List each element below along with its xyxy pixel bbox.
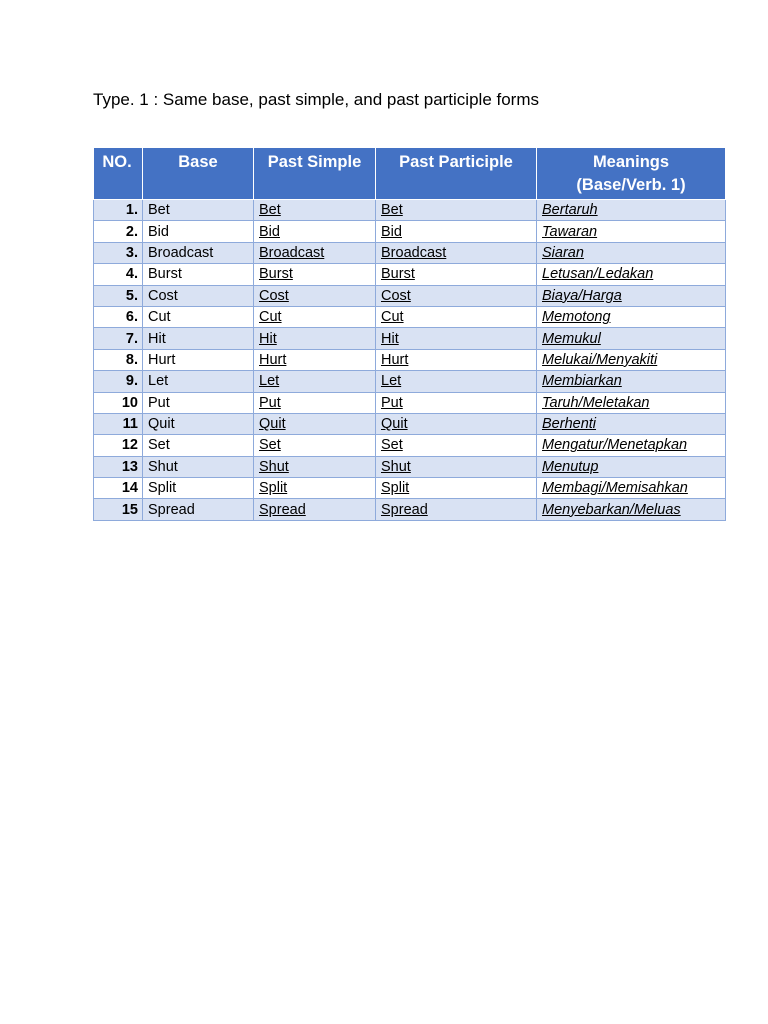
cell-past-participle-text: Hit [381, 330, 399, 347]
cell-past-simple [254, 264, 376, 285]
cell-past-participle-text: Let [381, 373, 402, 390]
cell-past-simple [254, 306, 376, 327]
cell-past-simple [254, 200, 376, 221]
cell-past-participle-text: Broadcast [381, 244, 447, 261]
table-row [94, 413, 726, 434]
cell-base: Cut [143, 306, 254, 327]
cell-no: 11 [94, 413, 143, 434]
table-row [94, 371, 726, 392]
cell-meaning-text: Menyebarkan/Meluas [542, 501, 681, 518]
cell-base: Bet [143, 200, 254, 221]
header-past-participle: Past Participle [376, 148, 537, 200]
table-row [94, 328, 726, 349]
cell-past-simple [254, 242, 376, 263]
cell-past-participle-text: Put [381, 394, 403, 411]
cell-past-simple-text: Hurt [259, 351, 287, 368]
table-row [94, 349, 726, 370]
header-base: Base [143, 148, 254, 200]
cell-past-participle-text: Cost [381, 287, 411, 304]
cell-past-simple-text: Hit [259, 330, 277, 347]
cell-past-simple-text: Put [259, 394, 281, 411]
cell-past-participle [376, 456, 537, 477]
table-row [94, 499, 726, 520]
table-row [94, 285, 726, 306]
table-header [94, 148, 726, 200]
cell-base: Hurt [143, 349, 254, 370]
cell-no: 14 [94, 478, 143, 499]
header-row [94, 148, 726, 200]
cell-past-participle [376, 285, 537, 306]
cell-past-participle [376, 371, 537, 392]
cell-past-simple-text: Cost [259, 287, 289, 304]
cell-meaning [537, 221, 726, 242]
cell-past-simple-text: Broadcast [259, 244, 325, 261]
table-row [94, 221, 726, 242]
cell-meaning [537, 328, 726, 349]
cell-past-participle [376, 221, 537, 242]
cell-past-participle [376, 392, 537, 413]
cell-no: 3. [94, 242, 143, 263]
cell-meaning [537, 200, 726, 221]
cell-base: Let [143, 371, 254, 392]
table-row [94, 456, 726, 477]
cell-past-simple [254, 435, 376, 456]
cell-past-participle-text: Bid [381, 223, 402, 240]
cell-past-simple-text: Let [259, 373, 280, 390]
table-row [94, 392, 726, 413]
cell-base: Bid [143, 221, 254, 242]
cell-meaning [537, 435, 726, 456]
header-past-simple: Past Simple [254, 148, 376, 200]
cell-past-simple-text: Spread [259, 501, 306, 518]
cell-no: 7. [94, 328, 143, 349]
cell-past-simple [254, 499, 376, 520]
cell-past-participle [376, 349, 537, 370]
cell-no: 4. [94, 264, 143, 285]
table-row [94, 242, 726, 263]
cell-past-simple-text: Set [259, 437, 281, 454]
cell-no: 15 [94, 499, 143, 520]
cell-past-participle-text: Bet [381, 202, 403, 219]
cell-meaning-text: Membagi/Memisahkan [542, 480, 688, 497]
cell-base: Quit [143, 413, 254, 434]
cell-meaning-text: Bertaruh [542, 202, 598, 219]
cell-past-simple [254, 328, 376, 349]
cell-base: Split [143, 478, 254, 499]
cell-past-participle [376, 264, 537, 285]
cell-no: 13 [94, 456, 143, 477]
cell-base: Spread [143, 499, 254, 520]
cell-past-participle [376, 200, 537, 221]
cell-past-simple [254, 392, 376, 413]
cell-meaning [537, 371, 726, 392]
irregular-verbs-table [93, 147, 726, 521]
cell-past-participle [376, 413, 537, 434]
cell-past-participle [376, 478, 537, 499]
cell-base: Burst [143, 264, 254, 285]
cell-meaning [537, 456, 726, 477]
cell-past-participle-text: Split [381, 480, 410, 497]
table-row [94, 306, 726, 327]
cell-no: 2. [94, 221, 143, 242]
cell-no: 12 [94, 435, 143, 456]
cell-past-participle [376, 242, 537, 263]
table-row [94, 264, 726, 285]
table-row [94, 478, 726, 499]
cell-no: 6. [94, 306, 143, 327]
cell-past-simple-text: Quit [259, 416, 286, 433]
cell-past-simple-text: Bid [259, 223, 280, 240]
cell-base: Broadcast [143, 242, 254, 263]
cell-meaning-text: Siaran [542, 244, 584, 261]
cell-no: 1. [94, 200, 143, 221]
cell-no: 9. [94, 371, 143, 392]
cell-past-simple [254, 478, 376, 499]
cell-base: Cost [143, 285, 254, 306]
cell-meaning-text: Membiarkan [542, 373, 622, 390]
cell-meaning-text: Letusan/Ledakan [542, 266, 654, 283]
cell-past-participle [376, 435, 537, 456]
cell-meaning-text: Melukai/Menyakiti [542, 351, 658, 368]
page-heading: Type. 1 : Same base, past simple, and past participle forms [93, 90, 539, 109]
header-meanings-line2: (Base/Verb. 1) [576, 176, 686, 194]
cell-past-participle-text: Spread [381, 501, 428, 518]
cell-past-participle-text: Hurt [381, 351, 409, 368]
cell-meaning [537, 413, 726, 434]
cell-meaning-text: Menutup [542, 458, 599, 475]
cell-past-simple [254, 456, 376, 477]
table-row [94, 435, 726, 456]
cell-past-simple-text: Split [259, 480, 288, 497]
cell-base: Put [143, 392, 254, 413]
table-body [94, 200, 726, 521]
cell-past-simple [254, 349, 376, 370]
header-no: NO. [94, 148, 143, 200]
cell-past-participle-text: Set [381, 437, 403, 454]
cell-meaning [537, 285, 726, 306]
cell-past-simple-text: Shut [259, 458, 289, 475]
cell-past-participle-text: Quit [381, 416, 408, 433]
cell-meaning [537, 392, 726, 413]
cell-no: 10 [94, 392, 143, 413]
cell-past-simple-text: Bet [259, 202, 281, 219]
cell-base: Hit [143, 328, 254, 349]
cell-base: Set [143, 435, 254, 456]
header-meanings [537, 148, 726, 200]
cell-meaning-text: Mengatur/Menetapkan [542, 437, 688, 454]
cell-meaning-text: Memotong [542, 309, 611, 326]
cell-meaning [537, 499, 726, 520]
cell-past-participle-text: Cut [381, 309, 404, 326]
header-meanings-line1: Meanings [592, 153, 670, 171]
cell-meaning-text: Memukul [542, 330, 601, 347]
cell-meaning [537, 264, 726, 285]
cell-past-participle-text: Burst [381, 266, 415, 283]
cell-past-participle [376, 306, 537, 327]
cell-meaning [537, 306, 726, 327]
cell-meaning-text: Biaya/Harga [542, 287, 622, 304]
cell-past-simple [254, 221, 376, 242]
cell-past-simple-text: Burst [259, 266, 293, 283]
cell-past-simple [254, 285, 376, 306]
cell-past-participle [376, 328, 537, 349]
cell-past-simple [254, 413, 376, 434]
cell-no: 5. [94, 285, 143, 306]
cell-meaning [537, 349, 726, 370]
cell-meaning-text: Taruh/Meletakan [542, 394, 650, 411]
cell-base: Shut [143, 456, 254, 477]
cell-past-simple-text: Cut [259, 309, 282, 326]
cell-meaning-text: Berhenti [542, 416, 597, 433]
cell-past-participle [376, 499, 537, 520]
cell-meaning [537, 242, 726, 263]
cell-meaning [537, 478, 726, 499]
cell-past-participle-text: Shut [381, 458, 411, 475]
cell-no: 8. [94, 349, 143, 370]
cell-past-simple [254, 371, 376, 392]
table-row [94, 200, 726, 221]
cell-meaning-text: Tawaran [542, 223, 598, 240]
